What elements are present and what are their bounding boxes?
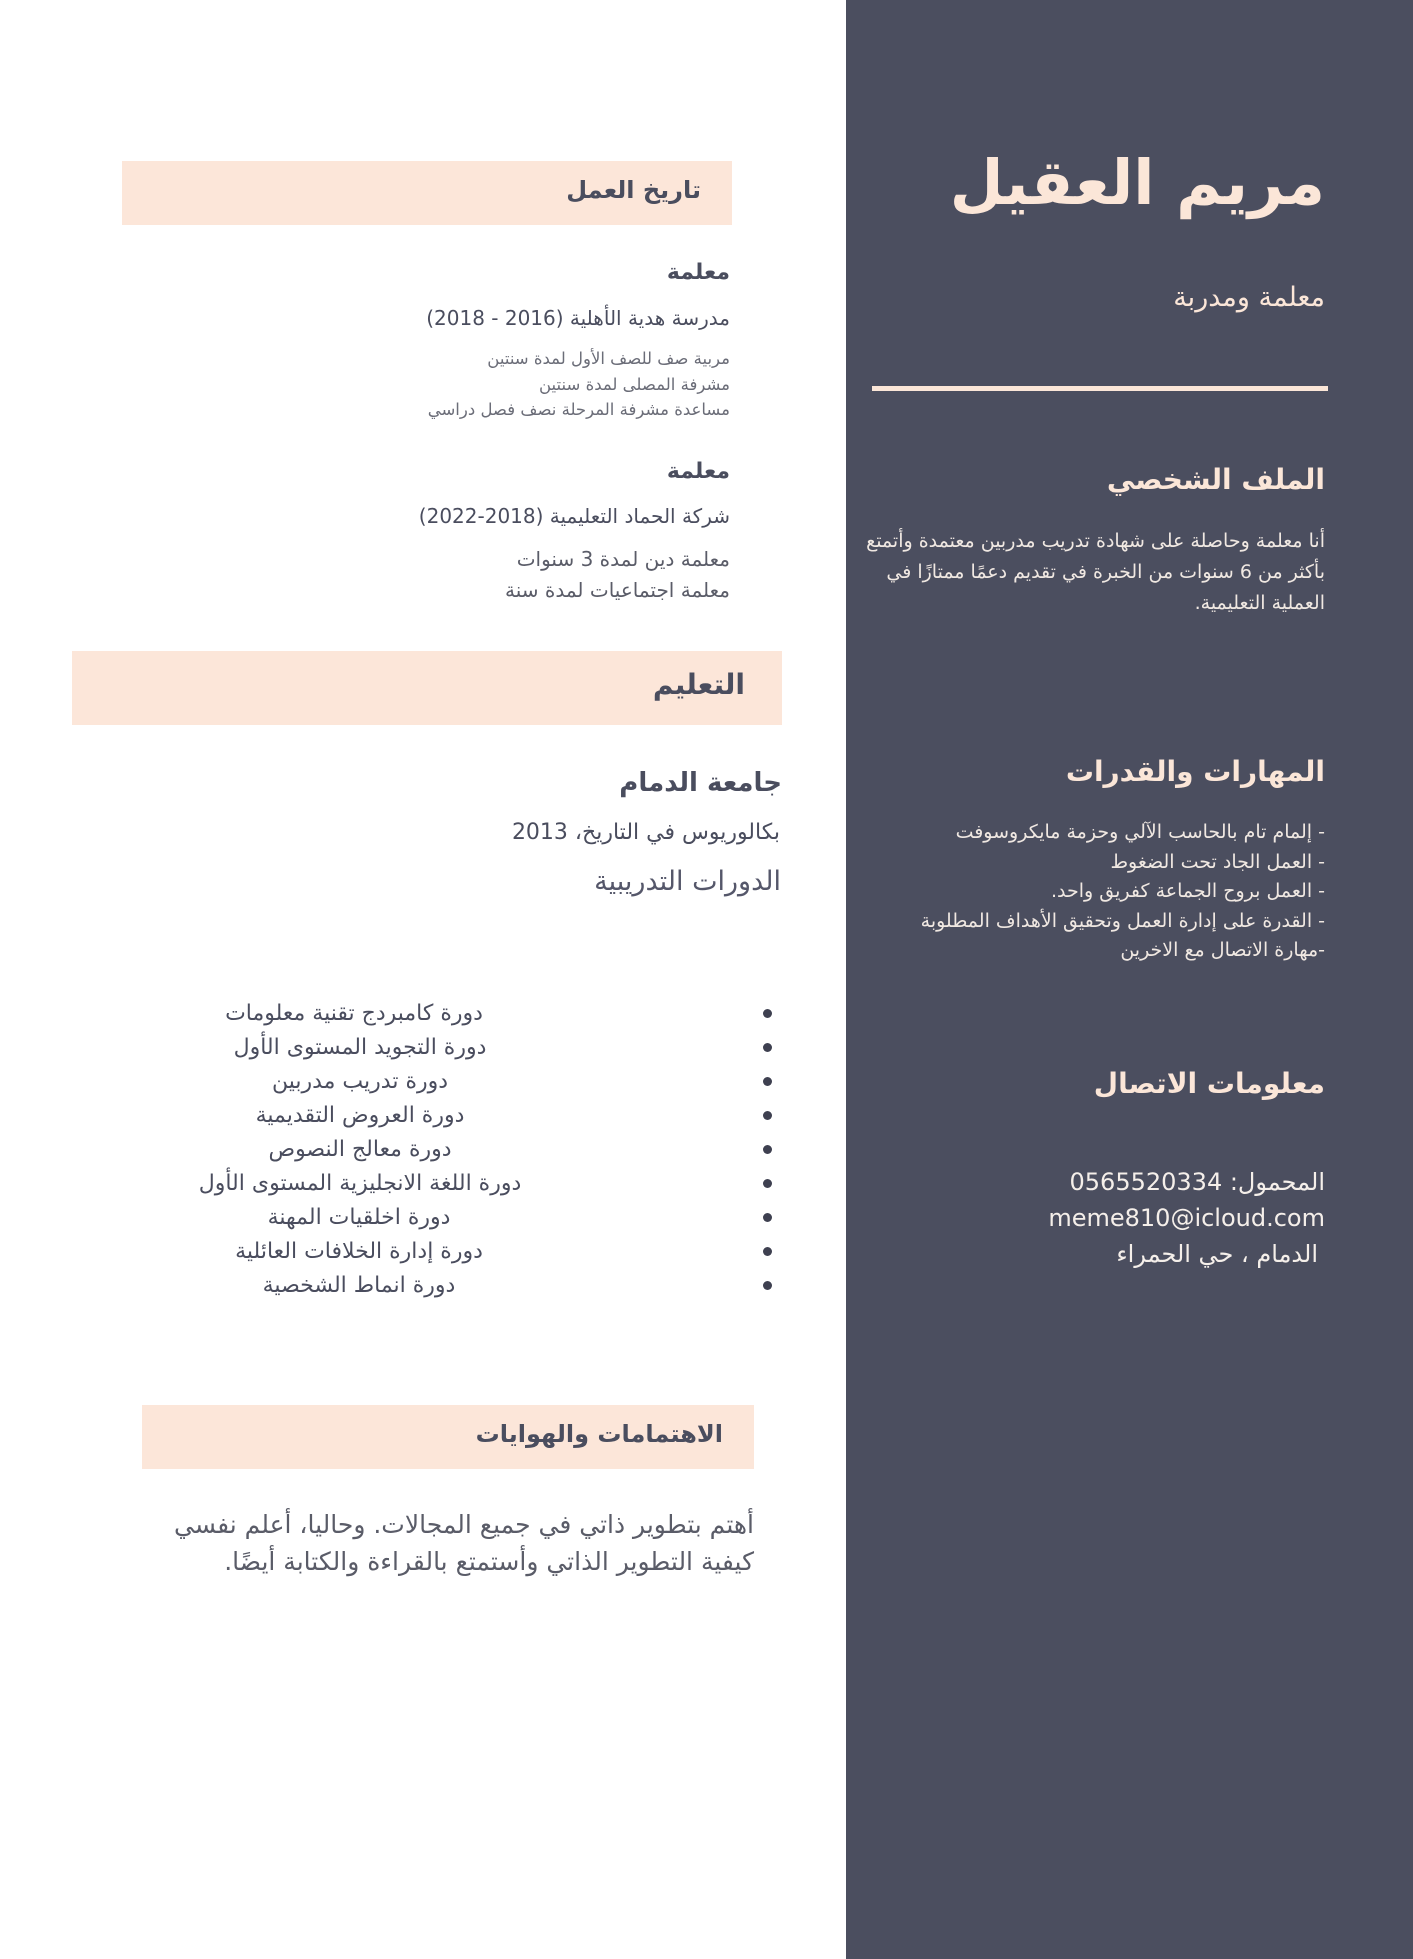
skill-item: - العمل بروح الجماعة كفريق واحد. <box>1051 880 1325 902</box>
skills-heading: المهارات والقدرات <box>1065 755 1325 788</box>
person-name: مريم العقيل <box>949 146 1325 219</box>
course-item: دورة العروض التقديمية <box>132 1099 772 1133</box>
skill-item: - القدرة على إدارة العمل وتحقيق الأهداف المطلوبة <box>920 909 1325 932</box>
course-item: دورة التجويد المستوى الأول <box>132 1031 772 1065</box>
interests-text: أهتم بتطوير ذاتي في جميع المجالات. وحاليا، أعلم نفسي كيفية التطوير الذاتي وأستمتع بالقراءة والكتابة أيضًا. <box>173 1510 754 1576</box>
contact-address: الدمام ، حي الحمراء <box>1116 1240 1318 1268</box>
job-org: شركة الحماد التعليمية (2018-2022) <box>418 504 730 528</box>
job-detail: معلمة دين لمدة 3 سنوات <box>516 547 730 571</box>
job-detail: معلمة اجتماعيات لمدة سنة <box>505 578 730 602</box>
job-org: مدرسة هدية الأهلية (2016 - 2018) <box>426 306 730 330</box>
job-detail: مربية صف للصف الأول لمدة سنتين <box>487 349 730 368</box>
bullet-icon <box>763 1281 772 1290</box>
course-item: دورة اللغة الانجليزية المستوى الأول <box>132 1167 772 1201</box>
skill-item: - إلمام تام بالحاسب الآلي وحزمة مايكروسوفت <box>955 821 1325 843</box>
job-detail: مشرفة المصلى لمدة سنتين <box>539 375 730 394</box>
courses-list <box>132 997 772 1303</box>
work-heading: تاريخ العمل <box>566 176 701 204</box>
university-name: جامعة الدمام <box>619 768 782 798</box>
education-heading: التعليم <box>652 668 745 701</box>
course-item: دورة اخلقيات المهنة <box>132 1201 772 1235</box>
person-role: معلمة ومدربة <box>1173 282 1325 313</box>
bullet-icon <box>763 1043 772 1052</box>
bullet-icon <box>763 1111 772 1120</box>
job-title: معلمة <box>666 260 730 285</box>
job-detail: مساعدة مشرفة المرحلة نصف فصل دراسي <box>427 400 730 419</box>
profile-text: أنا معلمة وحاصلة على شهادة تدريب مدربين معتمدة وأتمتع بأكثر من 6 سنوات من الخبرة في تقديم دعمًا ممتازًا في العملية التعليمية. <box>866 530 1325 614</box>
contact-phone: المحمول: 0565520334 <box>1069 1168 1325 1196</box>
course-item: دورة تدريب مدربين <box>132 1065 772 1099</box>
skill-item: -مهارة الاتصال مع الاخرين <box>1120 939 1325 961</box>
contact-heading: معلومات الاتصال <box>1093 1067 1325 1100</box>
skill-item: - العمل الجاد تحت الضغوط <box>1110 850 1325 873</box>
sidebar-divider <box>872 386 1328 391</box>
bullet-icon <box>763 1145 772 1154</box>
course-item: دورة معالج النصوص <box>132 1133 772 1167</box>
courses-heading: الدورات التدريبية <box>594 866 781 897</box>
contact-email[interactable]: meme810@icloud.com <box>1048 1204 1325 1232</box>
bullet-icon <box>763 1009 772 1018</box>
job-title: معلمة <box>666 459 730 484</box>
course-item: دورة كامبردج تقنية معلومات <box>132 997 772 1031</box>
degree: بكالوريوس في التاريخ، 2013 <box>511 820 780 845</box>
interests-heading: الاهتمامات والهوايات <box>475 1420 723 1448</box>
skills-list <box>845 818 1325 966</box>
bullet-icon <box>763 1213 772 1222</box>
bullet-icon <box>763 1077 772 1086</box>
sidebar <box>846 0 1413 1959</box>
course-item: دورة انماط الشخصية <box>132 1269 772 1303</box>
bullet-icon <box>763 1247 772 1256</box>
course-item: دورة إدارة الخلافات العائلية <box>132 1235 772 1269</box>
bullet-icon <box>763 1179 772 1188</box>
profile-heading: الملف الشخصي <box>1106 463 1325 496</box>
